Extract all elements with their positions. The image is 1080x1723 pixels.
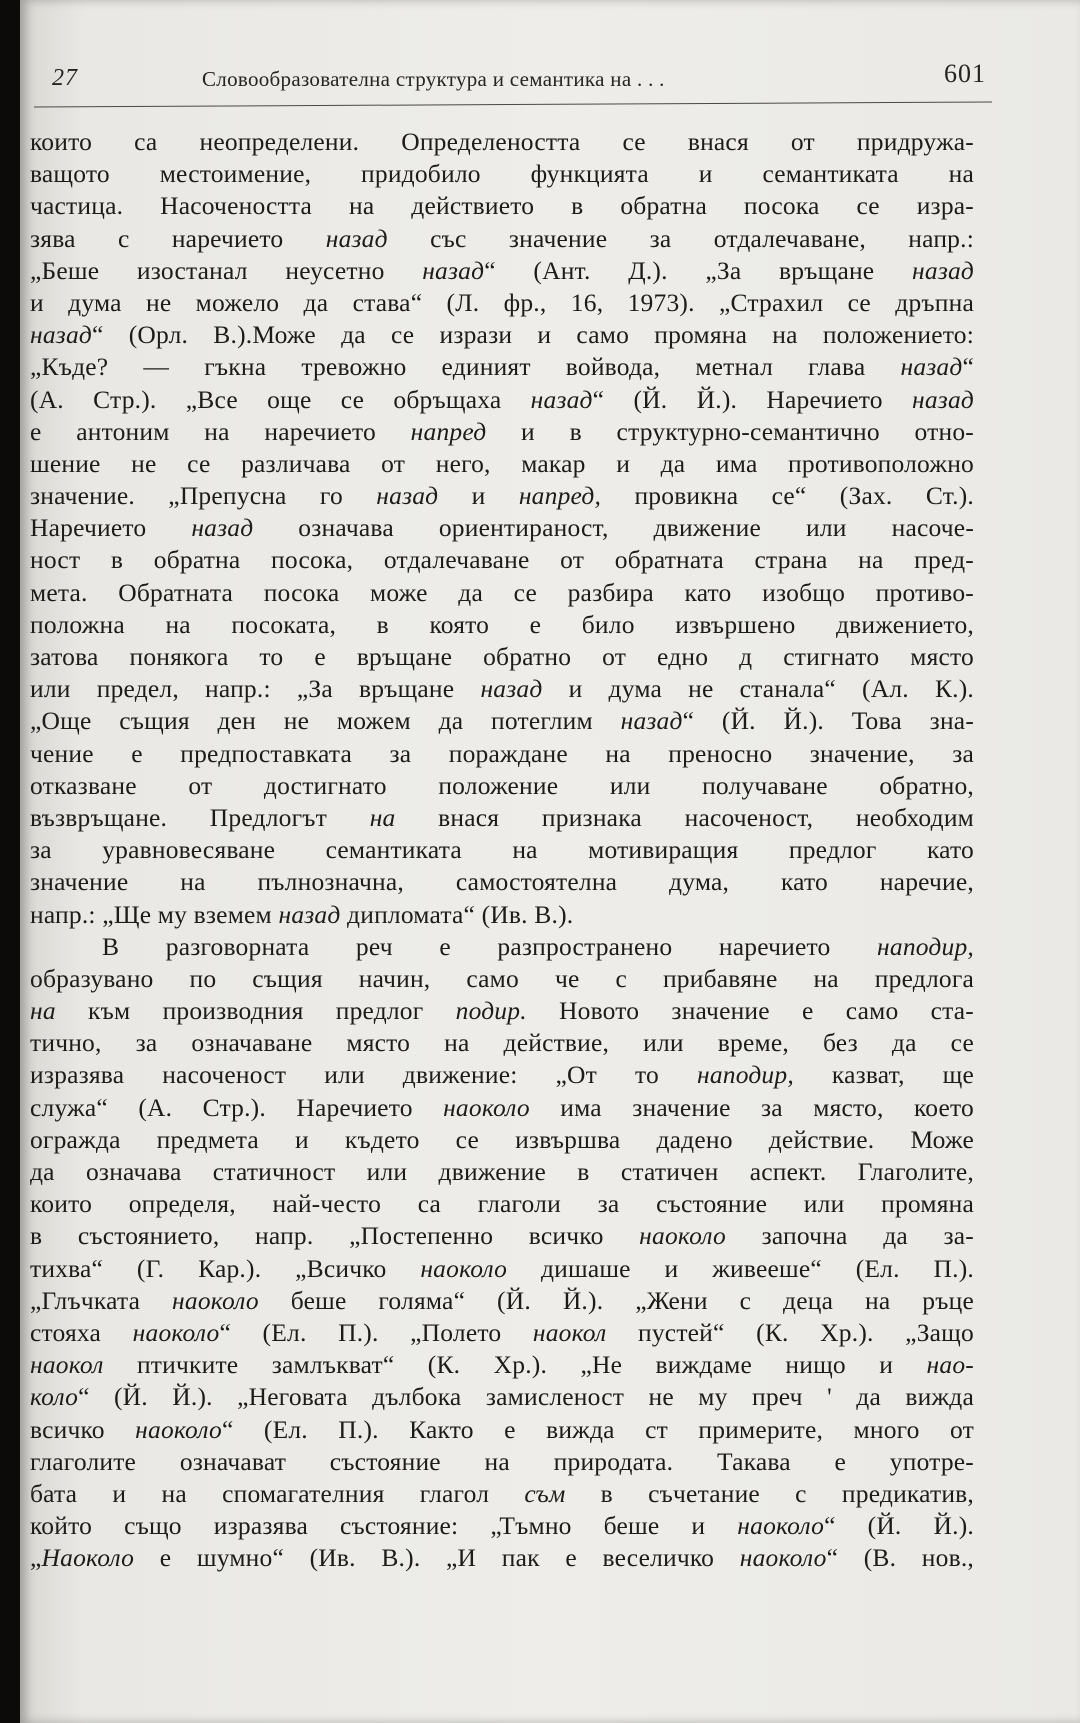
italic-word: назад [530, 384, 593, 414]
text-segment: “ (Й. Й.). „Неговата дълбока замисленост не му преч ' да вижда [78, 1382, 974, 1412]
text-line [30, 1317, 974, 1349]
text-segment: ващото местоимение, придобило функцията и семантиката на [30, 159, 974, 189]
text-segment: тихва“ (Г. Кар.). „Всичко [30, 1253, 421, 1283]
text-line [30, 1381, 974, 1413]
text-segment: “ (В. нов., [826, 1543, 974, 1573]
text-segment: „ [30, 1543, 42, 1573]
text-line [30, 480, 974, 512]
text-line [30, 963, 974, 995]
text-segment: тично, за означаване място на действие, или време, без да се [30, 1028, 974, 1058]
text-segment: които определя, най-често са глаголи за състояние или промяна [30, 1189, 974, 1219]
italic-word: наоколо [737, 1511, 825, 1541]
italic-word: наокол [30, 1350, 104, 1380]
text-line [30, 158, 974, 190]
italic-word: назад [422, 255, 485, 285]
text-segment: означава ориентираност, движение или насоче- [253, 513, 974, 543]
text-segment: започна да за- [725, 1221, 974, 1251]
text-segment: дишаше и живееше“ (Ел. П.). [507, 1253, 974, 1283]
text-segment: със значение за отдалечаване, напр.: [387, 223, 974, 253]
text-line [30, 1414, 974, 1446]
running-title: Словообразователна структура и семантика на . . . [202, 67, 665, 91]
text-segment: (А. Стр.). „Все още се обръщаха [30, 384, 531, 414]
text-segment: “ (Й. Й.). Това зна- [682, 706, 974, 736]
text-line [30, 1059, 974, 1091]
text-segment: “ (Ел. П.). Както е вижда ст примерите, много от [221, 1414, 974, 1444]
text-segment: да означава статичност или движение в статичен аспект. Глаголите, [30, 1157, 974, 1186]
italic-word: назад [912, 255, 974, 285]
text-line [30, 1156, 974, 1188]
text-segment: „Глъчката [30, 1285, 173, 1315]
text-segment: “ (Орл. В.).Може да се изрази и само промяна на положението: [92, 320, 974, 350]
text-segment: напр.: „Ще му вземем [30, 899, 279, 929]
text-line [30, 126, 974, 158]
text-segment: в състоянието, напр. „Постепенно всичко [30, 1221, 640, 1251]
text-segment: внася признака насоченост, необходим [395, 802, 974, 832]
italic-word: наокол [532, 1317, 607, 1347]
text-line [30, 995, 974, 1027]
page-number: 601 [944, 59, 986, 88]
text-segment: има значение за място, което [529, 1092, 974, 1122]
italic-word: назад [278, 899, 341, 929]
italic-word: подир. [455, 996, 527, 1026]
text-line [30, 802, 974, 834]
text-segment: пустей“ (К. Хр.). „Защо [606, 1317, 974, 1347]
text-segment: “ (Й. Й.). [824, 1511, 974, 1541]
text-segment: които са неопределени. Определеността се внася от придружа- [30, 127, 974, 156]
text-line [30, 1542, 974, 1574]
italic-word: наоколо [739, 1543, 827, 1573]
text-segment: всичко [30, 1414, 136, 1444]
text-line [30, 866, 974, 898]
text-line [30, 1349, 974, 1381]
text-segment: служа“ (А. Стр.). Наречието [30, 1092, 444, 1122]
text-segment: шение не се различава от него, макар и да има противоположно [30, 448, 974, 478]
body-text [30, 126, 1000, 1574]
text-line [30, 351, 974, 383]
text-line [30, 609, 974, 641]
italic-word: напред, [518, 481, 602, 511]
text-segment: „Беше изостанал неусетно [30, 255, 423, 285]
italic-word: наоколо [443, 1092, 530, 1122]
italic-word: наоколо [420, 1253, 508, 1283]
chapter-number: 27 [52, 65, 78, 91]
text-segment: В разговорната реч е разпространено наречието [102, 931, 878, 961]
text-segment: е антоним на наречието [30, 416, 411, 446]
italic-word: коло [30, 1382, 79, 1412]
italic-word: назад [325, 223, 388, 253]
text-segment: огражда предмета и където се извършва дадено действие. Може [30, 1124, 974, 1154]
text-line [30, 1092, 974, 1124]
text-line [30, 705, 974, 737]
italic-word: наоколо [639, 1221, 726, 1251]
italic-word: назад [900, 352, 963, 382]
text-segment: и дума не можело да става“ (Л. фр., 16, 1973). „Страхил се дръпна [30, 287, 974, 317]
text-segment: „Още същия ден не можем да потеглим [30, 706, 621, 736]
text-line [30, 738, 974, 770]
text-line [30, 673, 974, 705]
text-segment: “ (Ант. Д.). „За връщане [484, 255, 913, 285]
text-segment: зява с наречието [30, 223, 326, 253]
text-line [30, 1188, 974, 1220]
italic-word: на [369, 802, 396, 832]
text-line [30, 641, 974, 673]
italic-word: назад [912, 384, 974, 414]
text-line [30, 1220, 974, 1252]
text-line [30, 1253, 974, 1285]
text-segment: стояха [30, 1317, 133, 1347]
text-line [30, 834, 974, 866]
text-segment: птичките замлъкват“ (К. Хр.). „Не виждаме нищо и [103, 1350, 927, 1380]
italic-word: наподир, [877, 931, 974, 961]
text-line [30, 1124, 974, 1156]
text-segment: “ (Й. Й.). Наречието [592, 384, 912, 414]
text-segment: глаголите означават състояние на природата. Такава е употре- [30, 1446, 974, 1476]
text-segment: или предел, напр.: „За връщане [30, 674, 481, 704]
text-segment: и [438, 481, 519, 511]
text-line [30, 1285, 974, 1317]
text-segment: към производния предлог [55, 996, 456, 1026]
text-segment: частица. Насочеността на действието в обратна посока се изра- [30, 191, 974, 221]
italic-word: наподир, [696, 1060, 794, 1090]
text-line [30, 223, 974, 255]
italic-word: наоколо [135, 1414, 222, 1444]
text-line [30, 255, 974, 287]
text-segment: положна на посоката, в която е било извършено движението, [30, 609, 974, 639]
text-segment: чение е предпоставката за пораждане на преносно значение, за [30, 738, 974, 768]
text-line [30, 899, 974, 931]
italic-word: съм [524, 1478, 566, 1508]
italic-word: наоколо [172, 1285, 259, 1315]
text-line [30, 770, 974, 802]
text-line [30, 190, 974, 222]
text-segment: образувано по същия начин, само че с прибавяне на предлога [30, 963, 974, 993]
text-segment: “ [962, 352, 974, 382]
italic-word: на [30, 996, 56, 1026]
text-segment: отказване от достигнато положение или получаване обратно, [30, 770, 974, 800]
text-segment: значение на пълнозначна, самостоятелна дума, като наречие, [30, 867, 974, 897]
text-segment: ност в обратна посока, отдалечаване от обратната страна на пред- [30, 545, 974, 575]
italic-word: назад [191, 513, 254, 543]
text-segment: казват, ще [793, 1060, 974, 1090]
italic-word: назад [620, 706, 683, 736]
text-line [30, 931, 974, 963]
text-segment: изразява насоченост или движение: „От то [30, 1060, 697, 1090]
italic-word: Наоколо [41, 1543, 135, 1573]
text-segment: мета. Обратната посока може да се разбира като изобщо противо- [30, 577, 974, 607]
italic-word: наоколо [132, 1317, 220, 1347]
italic-word: нао- [926, 1350, 974, 1380]
text-line [30, 416, 974, 448]
text-segment: беше голяма“ (Й. Й.). „Жени с деца на ръце [258, 1285, 974, 1315]
text-line [30, 1478, 974, 1510]
text-segment: “ (Ел. П.). „Полето [219, 1317, 533, 1347]
text-line [30, 384, 974, 416]
text-segment: възвръщане. Предлогът [30, 802, 370, 832]
text-segment: Наречието [30, 513, 192, 543]
text-segment: и дума не станала“ (Ал. К.). [542, 674, 974, 704]
text-line [30, 319, 974, 351]
text-segment: „Къде? — гъкна тревожно единият войвода, метнал глава [30, 352, 901, 382]
page-header [52, 55, 1012, 99]
text-segment: и в структурно-семантично отно- [486, 416, 974, 446]
text-segment: значение. „Препусна го [30, 481, 377, 511]
text-line [30, 1027, 974, 1059]
italic-word: назад [30, 320, 92, 350]
text-line [30, 544, 974, 576]
text-segment: затова понякога то е връщане обратно от едно д стигнато място [30, 642, 974, 671]
italic-word: напред [410, 416, 487, 446]
text-line [30, 1510, 974, 1542]
italic-word: назад [376, 481, 439, 511]
text-segment: за уравновесяване семантиката на мотивиращия предлог като [30, 835, 974, 865]
text-line [30, 287, 974, 319]
text-segment: провикна се“ (Зах. Ст.). [601, 481, 974, 511]
text-segment: дипломата“ (Ив. В.). [340, 899, 574, 929]
text-line [30, 577, 974, 609]
text-segment: бата и на спомагателния глагол [30, 1478, 525, 1508]
text-line [30, 448, 974, 480]
text-segment: който също изразява състояние: „Тъмно беше и [30, 1511, 738, 1541]
text-segment: Новото значение е само ста- [526, 996, 974, 1026]
italic-word: назад [480, 674, 543, 704]
text-line [30, 1446, 974, 1478]
text-segment: в съчетание с предикатив, [565, 1478, 974, 1508]
text-segment: е шумно“ (Ив. В.). „И пак е веселичко [134, 1543, 740, 1573]
text-line [30, 512, 974, 544]
